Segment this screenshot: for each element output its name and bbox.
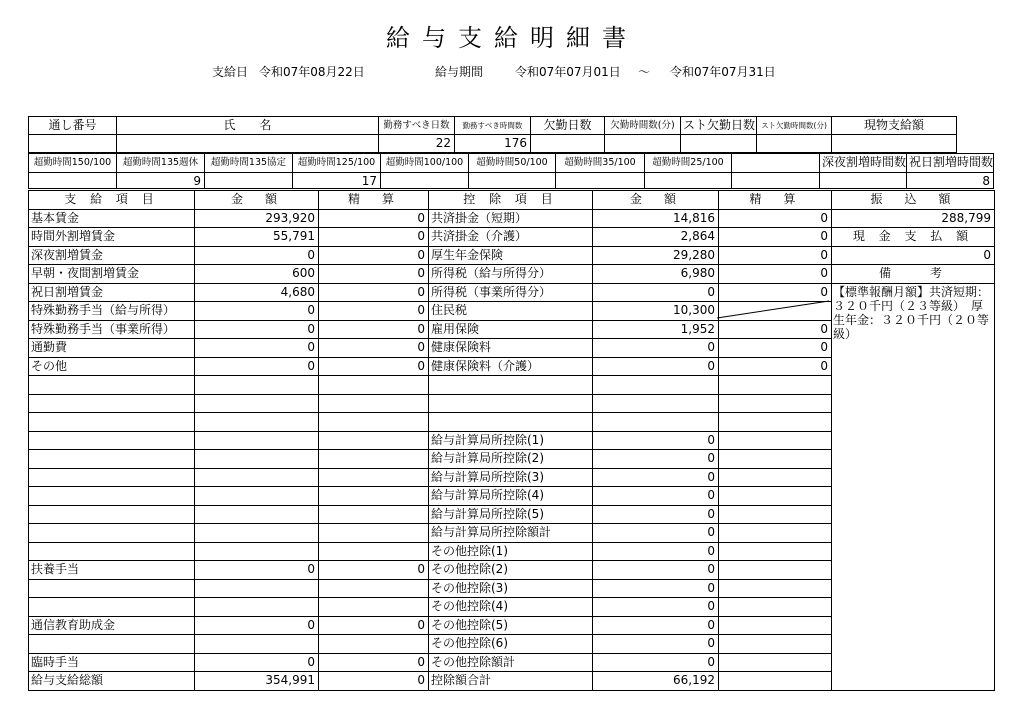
pay-row-label (28, 542, 195, 561)
holiday-hours-header: 祝日割増時間数 (906, 153, 994, 173)
deduction-row-label: その他控除(2) (428, 560, 593, 580)
pay-row-label: 給与支給総額 (28, 671, 195, 691)
deduction-row-amount: 6,980 (592, 264, 719, 284)
overtime-spacer (731, 153, 820, 173)
overtime-header-8: 超勤時間25/100 (644, 153, 732, 173)
deduction-item-header: 控 除 項 目 (428, 190, 593, 210)
deduction-row-settle (718, 653, 832, 672)
deduction-row-amount: 14,816 (592, 209, 719, 228)
required-days-header: 勤務すべき日数 (378, 116, 455, 135)
deduction-row-amount: 0 (592, 338, 719, 358)
pay-row-settle (318, 412, 429, 432)
deduction-row-label: 給与計算局所控除(2) (428, 449, 593, 469)
pay-row-label: 臨時手当 (28, 653, 195, 672)
deduction-row-settle (718, 375, 832, 395)
night-hours-header: 深夜割増時間数 (819, 153, 907, 173)
pay-row-settle: 0 (318, 560, 429, 580)
pay-row-amount: 0 (194, 357, 319, 376)
overtime-value-2: 9 (116, 172, 205, 189)
required-hours-header: 勤務すべき時間数 (454, 116, 531, 135)
overtime-header-7: 超勤時間35/100 (555, 153, 645, 173)
overtime-value-4: 17 (292, 172, 381, 189)
strike-minutes-header: スト欠勤時間数(分) (756, 116, 832, 135)
overtime-header-4: 超勤時間125/100 (292, 153, 381, 173)
deduction-amount-header: 金 額 (592, 190, 719, 210)
deduction-row-label: その他控除(1) (428, 542, 593, 561)
name-value (116, 134, 379, 153)
strike-days-value (680, 134, 757, 153)
deduction-row-label: 給与計算局所控除額計 (428, 523, 593, 543)
pay-row-label (28, 597, 195, 617)
deduction-row-settle (718, 597, 832, 617)
deduction-row-label: 住民税 (428, 301, 593, 321)
deduction-row-label: 所得税（事業所得分） (428, 283, 593, 302)
pay-row-amount: 0 (194, 560, 319, 580)
deduction-row-label: その他控除(6) (428, 634, 593, 654)
pay-settle-header: 精 算 (318, 190, 429, 210)
pay-row-settle: 0 (318, 246, 429, 265)
deduction-row-amount: 10,300 (592, 301, 719, 321)
deduction-row-settle (718, 671, 832, 691)
pay-row-amount (194, 523, 319, 543)
deduction-row-label: その他控除(5) (428, 616, 593, 635)
pay-row-label: 早朝・夜間割増賃金 (28, 264, 195, 284)
pay-row-label (28, 412, 195, 432)
deduction-row-amount: 0 (592, 634, 719, 654)
deduction-row-label: 控除額合計 (428, 671, 593, 691)
pay-row-amount (194, 431, 319, 450)
pay-row-label (28, 431, 195, 450)
pay-row-settle: 0 (318, 227, 429, 247)
pay-row-label (28, 449, 195, 469)
pay-row-settle: 0 (318, 338, 429, 358)
deduction-settle-header: 精 算 (718, 190, 832, 210)
pay-row-label: 通勤費 (28, 338, 195, 358)
deduction-row-amount: 0 (592, 468, 719, 487)
deduction-row-settle: 0 (718, 227, 832, 247)
deduction-row-amount: 0 (592, 616, 719, 635)
required-hours-value: 176 (454, 134, 531, 153)
strike-minutes-value (756, 134, 832, 153)
pay-row-label: 祝日割増賃金 (28, 283, 195, 302)
pay-row-settle (318, 542, 429, 561)
pay-row-amount: 4,680 (194, 283, 319, 302)
deduction-row-label: 給与計算局所控除(5) (428, 505, 593, 524)
deduction-row-label: 給与計算局所控除(1) (428, 431, 593, 450)
deduction-row-amount (592, 412, 719, 432)
deduction-row-label: 給与計算局所控除(3) (428, 468, 593, 487)
deduction-row-settle: 0 (718, 246, 832, 265)
deduction-row-settle (718, 394, 832, 413)
remarks-box (831, 283, 995, 691)
deduction-row-label: その他控除額計 (428, 653, 593, 672)
deduction-row-amount: 0 (592, 579, 719, 598)
pay-row-label (28, 634, 195, 654)
pay-row-settle (318, 468, 429, 487)
pay-period-separator: ～ (638, 65, 651, 79)
deduction-row-settle (718, 634, 832, 654)
pay-row-label (28, 375, 195, 395)
inkind-value (831, 134, 957, 153)
pay-row-settle (318, 431, 429, 450)
pay-row-label (28, 394, 195, 413)
deduction-row-settle (718, 505, 832, 524)
deduction-row-amount: 0 (592, 505, 719, 524)
deduction-row-settle (718, 542, 832, 561)
pay-row-amount: 354,991 (194, 671, 319, 691)
pay-row-amount (194, 412, 319, 432)
deduction-row-label: 健康保険料（介護） (428, 357, 593, 376)
pay-row-settle (318, 634, 429, 654)
pay-date: 令和07年08月22日 (259, 65, 365, 79)
deduction-row-amount (592, 375, 719, 395)
deduction-row-settle (718, 616, 832, 635)
pay-row-settle: 0 (318, 653, 429, 672)
deduction-row-amount: 0 (592, 542, 719, 561)
pay-row-amount (194, 486, 319, 506)
deduction-row-amount: 66,192 (592, 671, 719, 691)
deduction-row-amount (592, 394, 719, 413)
deduction-row-label: その他控除(4) (428, 597, 593, 617)
pay-item-header: 支 給 項 目 (28, 190, 195, 210)
seq-number-header: 通し番号 (28, 116, 117, 135)
deduction-row-settle (718, 449, 832, 469)
transfer-amount-value: 288,799 (831, 209, 995, 228)
pay-row-settle: 0 (318, 283, 429, 302)
pay-row-settle (318, 449, 429, 469)
absent-days-header: 欠勤日数 (530, 116, 605, 135)
name-header: 氏 名 (116, 116, 379, 135)
pay-row-settle: 0 (318, 301, 429, 321)
pay-row-amount: 600 (194, 264, 319, 284)
strike-days-header: スト欠勤日数 (680, 116, 757, 135)
pay-row-settle: 0 (318, 671, 429, 691)
deduction-row-label (428, 412, 593, 432)
deduction-row-amount: 2,864 (592, 227, 719, 247)
pay-row-amount (194, 505, 319, 524)
pay-row-amount: 55,791 (194, 227, 319, 247)
pay-row-amount (194, 394, 319, 413)
overtime-value-7 (555, 172, 645, 189)
deduction-row-settle: 0 (718, 320, 832, 339)
deduction-row-label (428, 375, 593, 395)
pay-row-label: 特殊勤務手当（事業所得） (28, 320, 195, 339)
pay-row-settle: 0 (318, 320, 429, 339)
pay-row-settle: 0 (318, 209, 429, 228)
remarks-text: 【標準報酬月額】共済短期：３２０千円（２３等級） 厚生年金：３２０千円（２０等級） (833, 285, 990, 341)
pay-row-label: 時間外割増賃金 (28, 227, 195, 247)
night-hours-value (819, 172, 907, 189)
pay-row-amount: 0 (194, 616, 319, 635)
transfer-amount-label: 振 込 額 (831, 190, 995, 210)
pay-period-label: 給与期間 (435, 65, 484, 79)
pay-row-label (28, 505, 195, 524)
pay-row-settle: 0 (318, 264, 429, 284)
pay-row-label: 扶養手当 (28, 560, 195, 580)
pay-date-label: 支給日 (212, 65, 249, 79)
overtime-value-6 (468, 172, 556, 189)
deduction-row-settle (718, 523, 832, 543)
deduction-row-settle (718, 412, 832, 432)
deduction-row-settle (718, 560, 832, 580)
pay-row-settle (318, 394, 429, 413)
deduction-row-label: その他控除(3) (428, 579, 593, 598)
deduction-row-label: 所得税（給与所得分） (428, 264, 593, 284)
deduction-row-settle (718, 301, 832, 321)
page-title: 給与支給明細書 (386, 24, 638, 52)
deduction-row-settle: 0 (718, 338, 832, 358)
deduction-row-settle: 0 (718, 209, 832, 228)
pay-period-end: 令和07年07月31日 (670, 65, 776, 79)
deduction-row-amount: 0 (592, 597, 719, 617)
cash-payment-label: 現 金 支 払 額 (831, 227, 995, 247)
holiday-hours-value: 8 (906, 172, 994, 189)
pay-row-amount: 0 (194, 320, 319, 339)
pay-row-label (28, 523, 195, 543)
pay-row-settle (318, 486, 429, 506)
overtime-header-3: 超勤時間135協定 (204, 153, 293, 173)
overtime-value-5 (380, 172, 469, 189)
pay-row-label: 通信教育助成金 (28, 616, 195, 635)
pay-amount-header: 金 額 (194, 190, 319, 210)
pay-row-label (28, 579, 195, 598)
remarks-label: 備 考 (831, 264, 995, 284)
deduction-row-label: 雇用保険 (428, 320, 593, 339)
deduction-row-settle: 0 (718, 264, 832, 284)
overtime-value-1 (28, 172, 117, 189)
deduction-row-amount: 0 (592, 283, 719, 302)
pay-row-amount (194, 375, 319, 395)
pay-row-label: 特殊勤務手当（給与所得） (28, 301, 195, 321)
deduction-row-settle (718, 468, 832, 487)
overtime-header-6: 超勤時間50/100 (468, 153, 556, 173)
overtime-header-2: 超勤時間135週休 (116, 153, 205, 173)
pay-row-amount (194, 579, 319, 598)
pay-row-label: その他 (28, 357, 195, 376)
pay-row-amount: 0 (194, 653, 319, 672)
pay-row-label: 深夜割増賃金 (28, 246, 195, 265)
deduction-row-amount: 0 (592, 486, 719, 506)
pay-row-settle (318, 375, 429, 395)
pay-row-amount (194, 468, 319, 487)
seq-number-value (28, 134, 117, 153)
deduction-row-settle: 0 (718, 283, 832, 302)
pay-row-settle (318, 597, 429, 617)
pay-row-settle: 0 (318, 616, 429, 635)
absent-days-value (530, 134, 605, 153)
pay-period-start: 令和07年07月01日 (515, 65, 621, 79)
pay-row-amount: 0 (194, 338, 319, 358)
deduction-row-amount: 0 (592, 357, 719, 376)
pay-row-amount: 0 (194, 301, 319, 321)
deduction-row-amount: 0 (592, 653, 719, 672)
deduction-row-label: 健康保険料 (428, 338, 593, 358)
pay-row-settle (318, 579, 429, 598)
pay-row-amount (194, 634, 319, 654)
deduction-row-settle (718, 486, 832, 506)
pay-row-label (28, 486, 195, 506)
deduction-row-settle (718, 431, 832, 450)
cash-payment-value: 0 (831, 246, 995, 265)
deduction-row-label: 給与計算局所控除(4) (428, 486, 593, 506)
deduction-row-settle (718, 579, 832, 598)
pay-row-amount (194, 542, 319, 561)
pay-row-settle (318, 505, 429, 524)
absent-minutes-header: 欠勤時間数(分) (604, 116, 681, 135)
pay-row-label (28, 468, 195, 487)
pay-row-settle: 0 (318, 357, 429, 376)
inkind-header: 現物支給額 (831, 116, 957, 135)
overtime-spacer-value (731, 172, 820, 189)
deduction-row-settle: 0 (718, 357, 832, 376)
overtime-header-1: 超勤時間150/100 (28, 153, 117, 173)
pay-row-label: 基本賃金 (28, 209, 195, 228)
pay-row-amount: 293,920 (194, 209, 319, 228)
deduction-row-amount: 1,952 (592, 320, 719, 339)
pay-row-settle (318, 523, 429, 543)
pay-row-amount (194, 449, 319, 469)
overtime-value-8 (644, 172, 732, 189)
deduction-row-amount: 0 (592, 523, 719, 543)
absent-minutes-value (604, 134, 681, 153)
overtime-value-3 (204, 172, 293, 189)
deduction-row-label: 共済掛金（介護） (428, 227, 593, 247)
deduction-row-label: 共済掛金（短期） (428, 209, 593, 228)
overtime-header-5: 超勤時間100/100 (380, 153, 469, 173)
deduction-row-label (428, 394, 593, 413)
required-days-value: 22 (378, 134, 455, 153)
pay-row-amount (194, 597, 319, 617)
deduction-row-amount: 0 (592, 560, 719, 580)
pay-row-amount: 0 (194, 246, 319, 265)
deduction-row-label: 厚生年金保険 (428, 246, 593, 265)
deduction-row-amount: 0 (592, 449, 719, 469)
deduction-row-amount: 0 (592, 431, 719, 450)
deduction-row-amount: 29,280 (592, 246, 719, 265)
